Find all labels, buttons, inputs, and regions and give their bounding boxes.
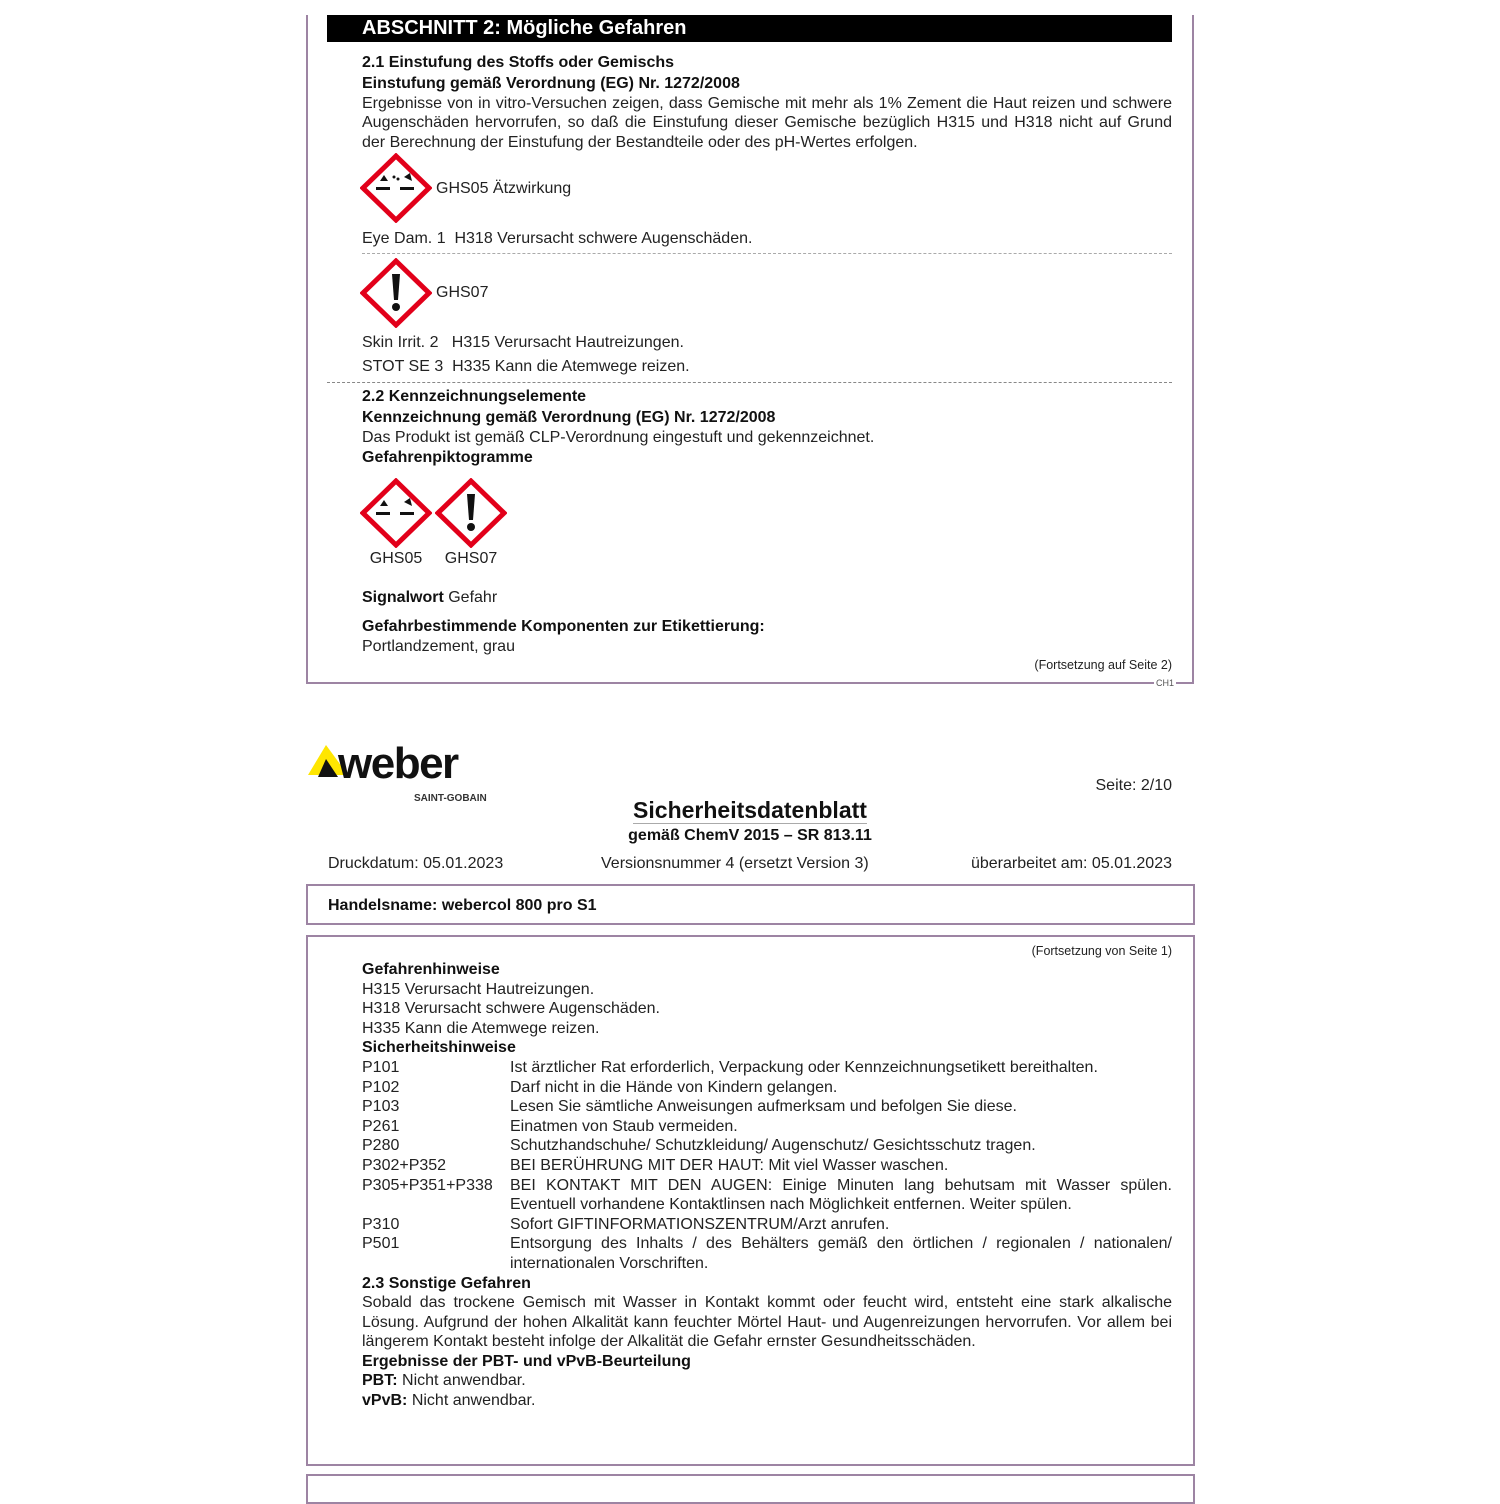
components-value: Portlandzement, grau bbox=[362, 637, 515, 655]
version: Versionsnummer 4 (ersetzt Version 3) bbox=[601, 855, 869, 872]
pictograms-title: Gefahrenpiktogramme bbox=[362, 448, 533, 466]
precaution-row bbox=[362, 1234, 1172, 1273]
vpvb-value: Nicht anwendbar. bbox=[411, 1392, 536, 1410]
signal-value: Gefahr bbox=[448, 588, 498, 606]
pictogram-label: GHS07 bbox=[444, 550, 498, 568]
ghs07-exclamation-icon bbox=[435, 478, 507, 548]
page1-content bbox=[362, 53, 1172, 673]
precaution-row bbox=[362, 1136, 1172, 1156]
s22-text: Das Produkt ist gemäß CLP-Verordnung eingestuft und gekennzeichnet. bbox=[362, 428, 875, 446]
precaution-text: Lesen Sie sämtliche Anweisungen aufmerksam und befolgen Sie diese. bbox=[510, 1098, 1017, 1116]
pictogram-label: GHS05 bbox=[369, 550, 423, 568]
precaution-code: P305+P351+P338 bbox=[362, 1176, 493, 1194]
page1-footer-code: CH1 bbox=[1156, 678, 1175, 688]
ghs07-exclamation-icon bbox=[360, 258, 432, 328]
precaution-row bbox=[362, 1097, 1172, 1117]
precaution-row bbox=[362, 1215, 1172, 1235]
page2-content bbox=[362, 944, 1172, 1411]
pbt-value: Nicht anwendbar. bbox=[402, 1372, 526, 1390]
hazard-item: H335 Kann die Atemwege reizen. bbox=[362, 1019, 600, 1037]
continued-note: (Fortsetzung auf Seite 2) bbox=[1034, 657, 1172, 672]
page-number: Seite: 2/10 bbox=[1095, 777, 1172, 794]
precaution-row bbox=[362, 1117, 1172, 1137]
precaution-code: P261 bbox=[362, 1117, 400, 1135]
precaution-text: Darf nicht in die Hände von Kindern gelangen. bbox=[510, 1078, 838, 1096]
logo-sub: SAINT-GOBAIN bbox=[414, 793, 487, 804]
precaution-text: Sofort GIFTINFORMATIONSZENTRUM/Arzt anrufen. bbox=[510, 1215, 890, 1233]
s23-text: Sobald das trockene Gemisch mit Wasser in Kontakt kommt oder feucht wird, entsteht eine stark alkalische Lösung. Aufgrund der hohen Alkalität kann feuchter Mörtel Haut- und Augenreizungen hervorrufen. Vor allem bei längerem Kontakt besteht infolge der Alkalität die Gefahr ernster Gesundheitsschäden. bbox=[362, 1294, 1172, 1351]
precaution-title: Sicherheitshinweise bbox=[362, 1039, 516, 1057]
pbt-label: PBT: bbox=[362, 1372, 398, 1390]
precaution-code: P101 bbox=[362, 1058, 400, 1076]
s21-text: Ergebnisse von in vitro-Versuchen zeigen, dass Gemische mit mehr als 1% Zement die Haut reizen und schwere Augenschäden hervorrufen, so daß die Einstufung dieser Gemische bezüglich H315 und H318 nicht auf Grund der Berechnung der Einstufung der Bestandteile oder des pH-Wertes erfolgen. bbox=[362, 94, 1172, 151]
precaution-code: P310 bbox=[362, 1215, 400, 1233]
class2: Skin Irrit. 2 H315 Verursacht Hautreizungen. bbox=[362, 334, 684, 352]
ghs05-corrosion-icon bbox=[360, 153, 432, 223]
pbt-title: Ergebnisse der PBT- und vPvB-Beurteilung bbox=[362, 1352, 691, 1370]
s21-title: 2.1 Einstufung des Stoffs oder Gemischs bbox=[362, 54, 675, 71]
precaution-row bbox=[362, 1058, 1172, 1078]
s22-subtitle: Kennzeichnung gemäß Verordnung (EG) Nr. 1272/2008 bbox=[362, 409, 776, 427]
precaution-row bbox=[362, 1156, 1172, 1176]
s21-subtitle: Einstufung gemäß Verordnung (EG) Nr. 1272/2008 bbox=[362, 75, 740, 93]
doc-title: Sicherheitsdatenblatt bbox=[633, 797, 867, 823]
precaution-code: P103 bbox=[362, 1098, 400, 1116]
precaution-text: Schutzhandschuhe/ Schutzkleidung/ Augenschutz/ Gesichtsschutz tragen. bbox=[510, 1137, 1036, 1155]
precaution-code: P102 bbox=[362, 1078, 400, 1096]
hazard-title: Gefahrenhinweise bbox=[362, 961, 500, 978]
precaution-code: P280 bbox=[362, 1137, 400, 1155]
print-date: Druckdatum: 05.01.2023 bbox=[328, 855, 504, 872]
hazard-item: H318 Verursacht schwere Augenschäden. bbox=[362, 1000, 660, 1018]
hazard-item: H315 Verursacht Hautreizungen. bbox=[362, 980, 595, 998]
precaution-text: Ist ärztlicher Rat erforderlich, Verpackung oder Kennzeichnungsetikett bereithalten. bbox=[510, 1058, 1098, 1076]
continued-from-note: (Fortsetzung von Seite 1) bbox=[1031, 944, 1172, 958]
precaution-row bbox=[362, 1078, 1172, 1098]
precaution-list bbox=[362, 1058, 1172, 1274]
precaution-row bbox=[362, 1176, 1172, 1215]
divider bbox=[327, 382, 1172, 383]
logo-text: weber bbox=[338, 739, 458, 788]
s22-title: 2.2 Kennzeichnungselemente bbox=[362, 388, 587, 406]
precaution-text: BEI BERÜHRUNG MIT DER HAUT: Mit viel Wasser waschen. bbox=[510, 1156, 949, 1174]
class3: STOT SE 3 H335 Kann die Atemwege reizen. bbox=[362, 357, 690, 375]
precaution-text: Einatmen von Staub vermeiden. bbox=[510, 1117, 738, 1135]
signal-label: Signalwort bbox=[362, 588, 444, 606]
section-header: ABSCHNITT 2: Mögliche Gefahren bbox=[327, 15, 1172, 42]
doc-subtitle: gemäß ChemV 2015 – SR 813.11 bbox=[628, 827, 872, 844]
pict1-label: GHS05 Ätzwirkung bbox=[436, 179, 572, 197]
revised-date: überarbeitet am: 05.01.2023 bbox=[970, 855, 1172, 872]
precaution-code: P501 bbox=[362, 1235, 400, 1253]
trade-name-box bbox=[306, 884, 1195, 925]
vpvb-label: vPvB: bbox=[362, 1392, 408, 1410]
precaution-text: Entsorgung des Inhalts / des Behälters gemäß den örtlichen / regionalen / nationalen/ internationalen Vorschriften. bbox=[510, 1235, 1172, 1272]
ghs05-corrosion-icon bbox=[360, 478, 432, 548]
components-title: Gefahrbestimmende Komponenten zur Etikettierung: bbox=[362, 618, 765, 636]
class1: Eye Dam. 1 H318 Verursacht schwere Augenschäden. bbox=[362, 230, 753, 248]
trade-name: Handelsname: webercol 800 pro S1 bbox=[328, 897, 597, 914]
pict2-label: GHS07 bbox=[436, 284, 489, 302]
weber-logo bbox=[308, 739, 503, 807]
precaution-text: BEI KONTAKT MIT DEN AUGEN: Einige Minuten lang behutsam mit Wasser spülen. Eventuell vorhandene Kontaktlinsen nach Möglichkeit entfernen. Weiter spülen. bbox=[510, 1176, 1172, 1214]
s23-title: 2.3 Sonstige Gefahren bbox=[362, 1274, 531, 1292]
divider bbox=[362, 253, 1172, 254]
precaution-code: P302+P352 bbox=[362, 1156, 447, 1174]
